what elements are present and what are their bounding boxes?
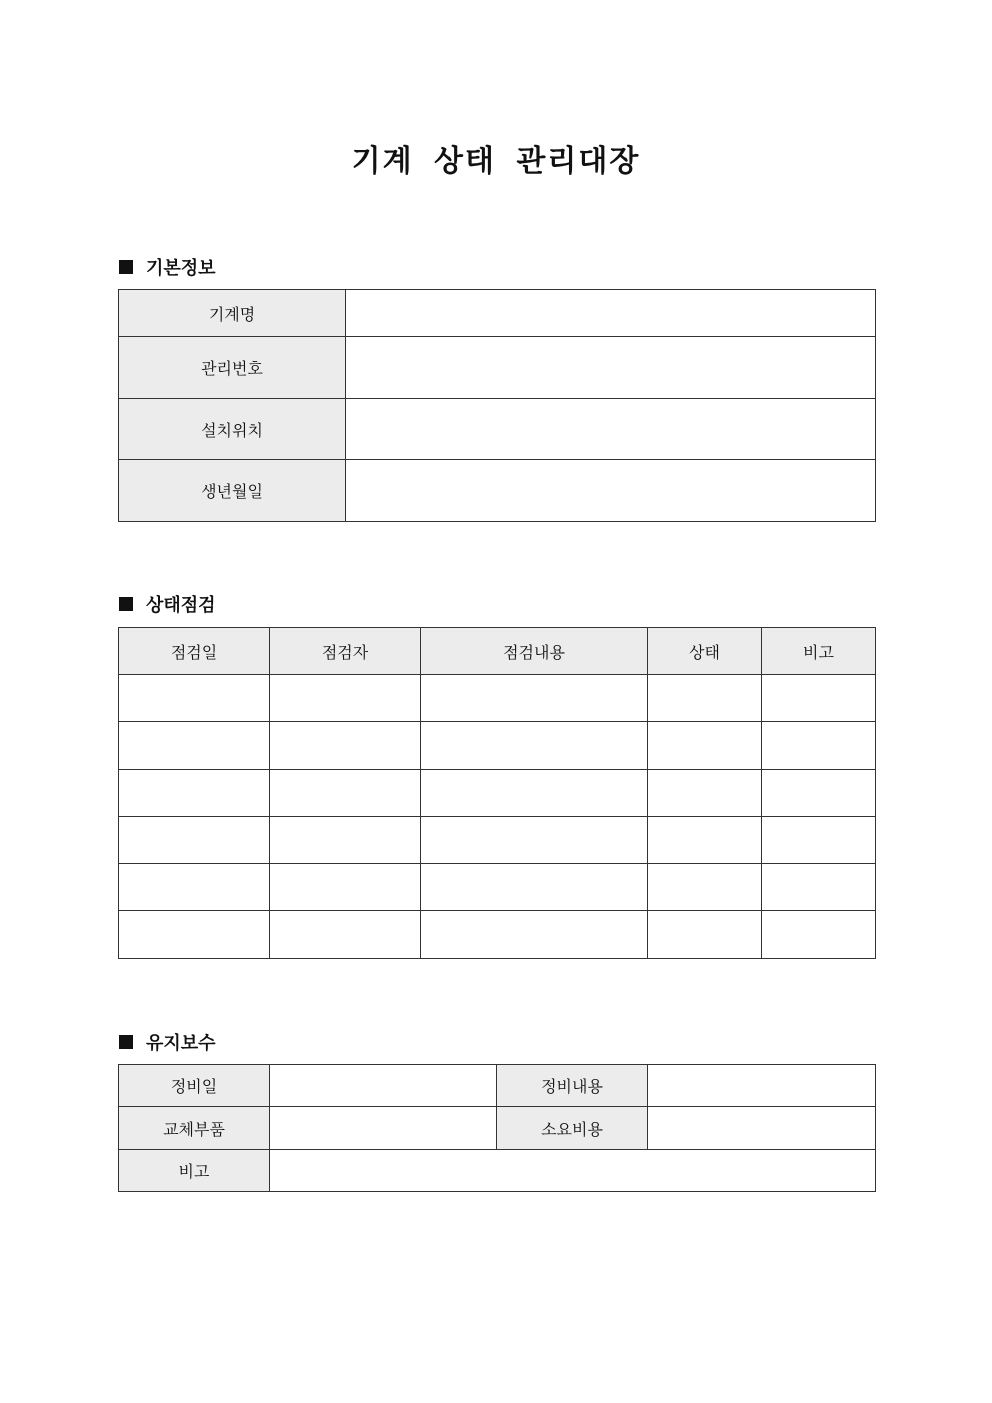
field-value-management-number[interactable] (346, 337, 876, 399)
table-cell[interactable] (270, 864, 421, 911)
table-cell[interactable] (421, 722, 648, 770)
table-cell[interactable] (421, 864, 648, 911)
field-value-cost[interactable] (648, 1107, 876, 1150)
table-cell[interactable] (270, 770, 421, 817)
field-label-maintenance-content: 정비내용 (497, 1065, 648, 1107)
table-row (119, 337, 876, 399)
table-header-row (119, 628, 876, 675)
field-label-birth-date: 생년월일 (119, 460, 346, 522)
table-row (119, 911, 876, 959)
basic-info-table (118, 289, 876, 522)
field-label-install-location: 설치위치 (119, 399, 346, 460)
table-cell[interactable] (119, 675, 270, 722)
table-row (119, 722, 876, 770)
square-bullet-icon (119, 1035, 133, 1049)
table-cell[interactable] (648, 864, 762, 911)
column-header-inspection-content: 점검내용 (421, 628, 648, 675)
table-row (119, 675, 876, 722)
field-label-cost: 소요비용 (497, 1107, 648, 1150)
section-heading-label: 기본정보 (146, 258, 216, 279)
column-header-inspector: 점검자 (270, 628, 421, 675)
table-cell[interactable] (648, 817, 762, 864)
square-bullet-icon (119, 597, 133, 611)
table-cell[interactable] (762, 770, 876, 817)
table-row (119, 399, 876, 460)
table-cell[interactable] (119, 770, 270, 817)
column-header-inspection-date: 점검일 (119, 628, 270, 675)
section-heading-inspection (119, 591, 216, 617)
table-cell[interactable] (648, 911, 762, 959)
section-heading-maintenance (119, 1029, 216, 1055)
field-label-management-number: 관리번호 (119, 337, 346, 399)
table-cell[interactable] (648, 722, 762, 770)
table-row (119, 864, 876, 911)
table-row (119, 1150, 876, 1192)
table-cell[interactable] (119, 911, 270, 959)
section-heading-basic (119, 254, 216, 280)
inspection-table (118, 627, 876, 959)
table-row (119, 817, 876, 864)
table-row (119, 460, 876, 522)
field-value-remarks[interactable] (270, 1150, 876, 1192)
table-cell[interactable] (270, 675, 421, 722)
table-row (119, 290, 876, 337)
field-value-maintenance-content[interactable] (648, 1065, 876, 1107)
field-value-machine-name[interactable] (346, 290, 876, 337)
table-cell[interactable] (270, 722, 421, 770)
table-cell[interactable] (421, 675, 648, 722)
table-cell[interactable] (270, 911, 421, 959)
table-cell[interactable] (762, 864, 876, 911)
field-value-replaced-parts[interactable] (270, 1107, 497, 1150)
table-cell[interactable] (648, 675, 762, 722)
table-row (119, 1107, 876, 1150)
table-row (119, 770, 876, 817)
maintenance-table (118, 1064, 876, 1192)
table-cell[interactable] (421, 817, 648, 864)
field-value-maintenance-date[interactable] (270, 1065, 497, 1107)
table-cell[interactable] (762, 911, 876, 959)
square-bullet-icon (119, 260, 133, 274)
page-title: 기계 상태 관리대장 (351, 144, 641, 179)
table-cell[interactable] (119, 722, 270, 770)
table-cell[interactable] (421, 911, 648, 959)
field-value-birth-date[interactable] (346, 460, 876, 522)
field-label-maintenance-date: 정비일 (119, 1065, 270, 1107)
table-cell[interactable] (762, 722, 876, 770)
table-cell[interactable] (421, 770, 648, 817)
table-cell[interactable] (119, 817, 270, 864)
field-label-remarks: 비고 (119, 1150, 270, 1192)
section-heading-label: 상태점검 (146, 595, 216, 616)
table-cell[interactable] (762, 817, 876, 864)
field-value-install-location[interactable] (346, 399, 876, 460)
column-header-remarks: 비고 (762, 628, 876, 675)
table-cell[interactable] (270, 817, 421, 864)
table-cell[interactable] (119, 864, 270, 911)
field-label-replaced-parts: 교체부품 (119, 1107, 270, 1150)
table-cell[interactable] (762, 675, 876, 722)
field-label-machine-name: 기계명 (119, 290, 346, 337)
table-row (119, 1065, 876, 1107)
column-header-status: 상태 (648, 628, 762, 675)
section-heading-label: 유지보수 (146, 1033, 216, 1054)
table-cell[interactable] (648, 770, 762, 817)
